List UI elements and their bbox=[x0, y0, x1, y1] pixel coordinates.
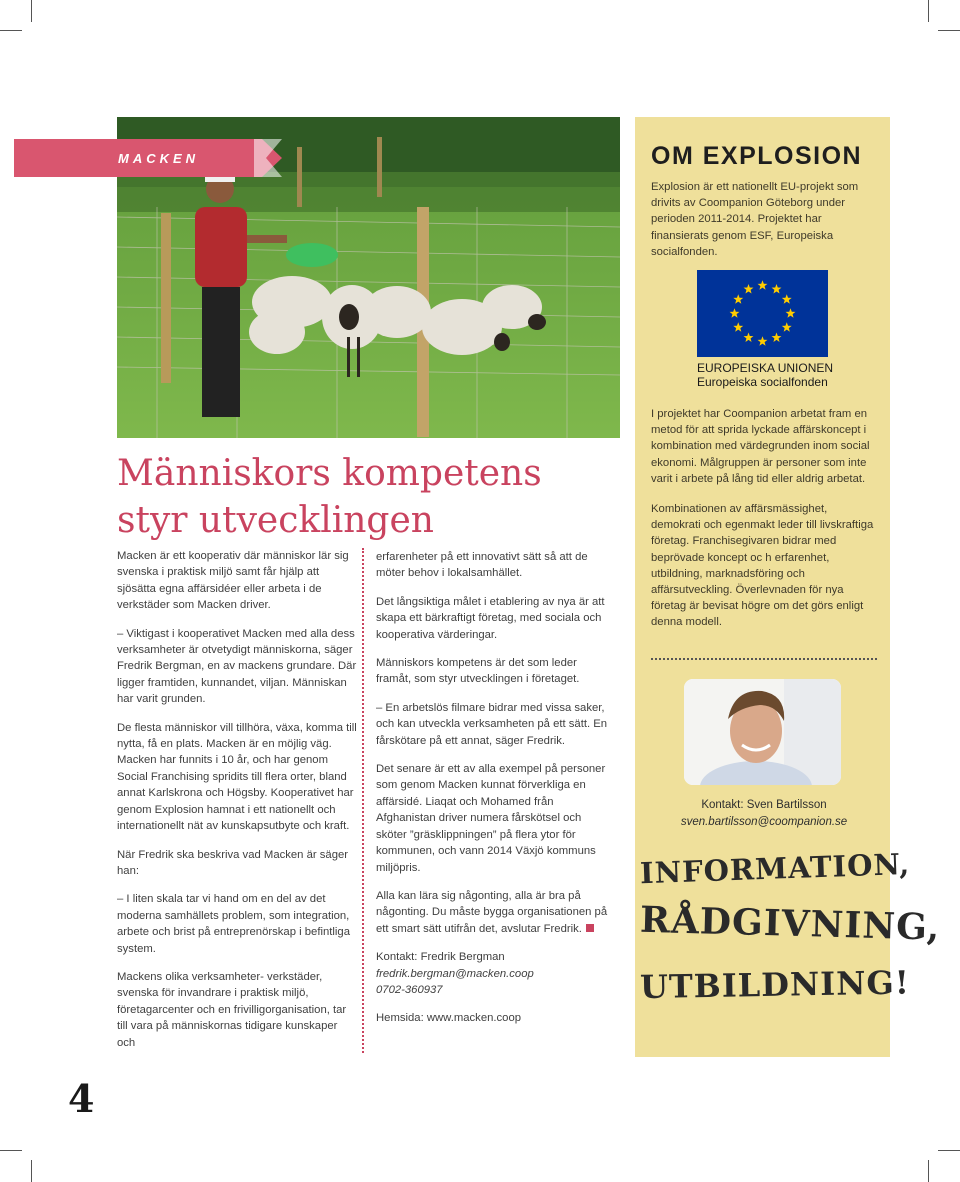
eu-star-icon bbox=[772, 333, 782, 342]
paragraph bbox=[376, 888, 614, 937]
sidebar-intro: Explosion är ett nationellt EU-projekt som drivits av Coompanion Göteborg under perioden 2011-2014. Projektet har finansierats genom ESF, Europeiska socialfonden. bbox=[651, 181, 859, 258]
crop-mark bbox=[0, 30, 22, 31]
eu-star-icon bbox=[772, 284, 782, 293]
contact-portrait bbox=[684, 679, 841, 785]
eu-star-icon bbox=[782, 322, 792, 331]
ribbon-label: MACKEN bbox=[118, 151, 200, 166]
eu-star-icon bbox=[786, 308, 796, 317]
crop-mark bbox=[938, 30, 960, 31]
paragraph: – En arbetslös filmare bidrar med vissa saker, och kan utveckla verksamheten på ett sätt. En fårskötare på ett annat, säger Fredrik. bbox=[376, 701, 608, 747]
sidebar-contact bbox=[651, 797, 877, 831]
headline-line-1: Människors kompetens bbox=[117, 453, 542, 494]
grunge-heading-1: INFORMATION, bbox=[639, 846, 911, 891]
paragraph: Det långsiktiga målet i etablering av nya är att skapa ett bärkraftigt företag, med sociala och kooperativa värderingar. bbox=[376, 595, 605, 641]
paragraph: Mackens olika verksamheter- verkstäder, svenska för invandrare i praktisk miljö, företagarcenter och en frivilligorganisation, tar till vara på människornas tidigare kunskaper och bbox=[117, 970, 347, 1049]
paragraph: Macken är ett kooperativ där människor lär sig svenska i praktisk miljö samt får hjälp att sjösätta egna affärsidéer eller arbeta i de verkstäder som Macken driver. bbox=[117, 550, 349, 612]
column-divider bbox=[362, 548, 364, 1053]
paragraph: – Viktigast i kooperativet Macken med alla dess verksamheter är otvetydigt människorna, säger Fredrik Bergman, en av mackens grundare. Där ligger framtiden, kunnandet, viljan. Människan har varit grunden. bbox=[117, 627, 357, 706]
closing-text: Alla kan lära sig någonting, alla är bra på någonting. Du måste bygga organisationen på ett smart sätt utifrån det, avslutar Fredrik. bbox=[376, 889, 608, 935]
contact-email-link[interactable]: fredrik.bergman@macken.coop bbox=[376, 967, 534, 980]
contact-block bbox=[376, 949, 614, 998]
eu-star-icon bbox=[733, 294, 743, 303]
paragraph: Kombinationen av affärsmässighet, demokrati och egenmakt leder till livskraftiga företag. Franchisegivaren bidrar med beprövade koncept oc h erfarenhet, utbildning, marknadsföring och affärsutveckling. Överlevnaden för nya företag är bevisat högre om det görs enligt denna modell. bbox=[651, 503, 874, 629]
contact-name: Kontakt: Fredrik Bergman bbox=[376, 951, 505, 964]
sidebar-body bbox=[651, 406, 879, 645]
paragraph: Människors kompetens är det som leder framåt, som styr utvecklingen i företaget. bbox=[376, 657, 580, 686]
end-mark-icon bbox=[586, 924, 594, 932]
eu-label-line-2: Europeiska socialfonden bbox=[697, 375, 828, 389]
paragraph: När Fredrik ska beskriva vad Macken är säger han: bbox=[117, 848, 349, 877]
article-column-1 bbox=[117, 548, 357, 1063]
sidebar-contact-name: Kontakt: Sven Bartilsson bbox=[701, 799, 827, 811]
eu-star-icon bbox=[733, 322, 743, 331]
sidebar-title: OM EXPLOSION bbox=[651, 142, 863, 170]
crop-mark bbox=[938, 1150, 960, 1151]
eu-star-icon bbox=[758, 280, 768, 289]
crop-mark bbox=[928, 0, 929, 22]
page-number: 4 bbox=[68, 1076, 95, 1121]
article-column-2 bbox=[376, 549, 614, 1039]
paragraph: I projektet har Coompanion arbetat fram en metod för att sprida lyckade affärskoncept i kombination med värdegrunden inom social ekonomi. Målgruppen är personer som inte varit i arbete på lång tid eller aldrig arbetat. bbox=[651, 408, 870, 485]
grunge-heading-2: RÅDGIVNING, bbox=[639, 898, 941, 949]
paragraph: – I liten skala tar vi hand om en del av det moderna samhällets problem, som integration, arbete och brist på entreprenörskap i befintliga system. bbox=[117, 893, 350, 955]
eu-star-icon bbox=[758, 336, 768, 345]
eu-star-icon bbox=[744, 333, 754, 342]
grunge-heading-3: UTBILDNING! bbox=[639, 963, 911, 1007]
crop-mark bbox=[928, 1160, 929, 1182]
eu-flag-icon bbox=[697, 270, 828, 357]
article-headline bbox=[117, 450, 617, 544]
eu-star-icon bbox=[782, 294, 792, 303]
eu-label-line-1: EUROPEISKA UNIONEN bbox=[697, 361, 834, 375]
sidebar-divider bbox=[651, 658, 877, 660]
headline-line-2: styr utvecklingen bbox=[117, 500, 434, 541]
eu-star-icon bbox=[730, 308, 740, 317]
crop-mark bbox=[31, 1160, 32, 1182]
website-link[interactable]: Hemsida: www.macken.coop bbox=[376, 1012, 522, 1025]
paragraph: De flesta människor vill tillhöra, växa, komma till nytta, få en plats. Macken är en möjlig väg. Macken har funnits i 10 år, och har genom Social Franchising spridits till flera orter, bland annat Karlskrona och Högsby. Kooperativet har genom Explosion hamnat i ett nationellt och internationellt nät av kunskapsutbyte och kraft. bbox=[117, 721, 357, 833]
paragraph: erfarenheter på ett innovativt sätt så att de möter behov i lokalsamhället. bbox=[376, 551, 588, 580]
section-ribbon bbox=[14, 139, 282, 177]
contact-phone: 0702-360937 bbox=[376, 983, 443, 996]
crop-mark bbox=[31, 0, 32, 22]
sidebar-contact-email[interactable]: sven.bartilsson@coompanion.se bbox=[680, 816, 848, 828]
eu-logo-text bbox=[697, 361, 833, 389]
crop-mark bbox=[0, 1150, 22, 1151]
eu-star-icon bbox=[744, 284, 754, 293]
paragraph: Det senare är ett av alla exempel på personer som genom Macken kunnat förverkliga en affärsidé. Liaqat och Mohamed från Afghanistan driver numera fårskötsel och sköter ”gräsklippningen” på flera ytor för kommunen, och vann 2014 Växjö kommuns miljöpris. bbox=[376, 763, 606, 874]
